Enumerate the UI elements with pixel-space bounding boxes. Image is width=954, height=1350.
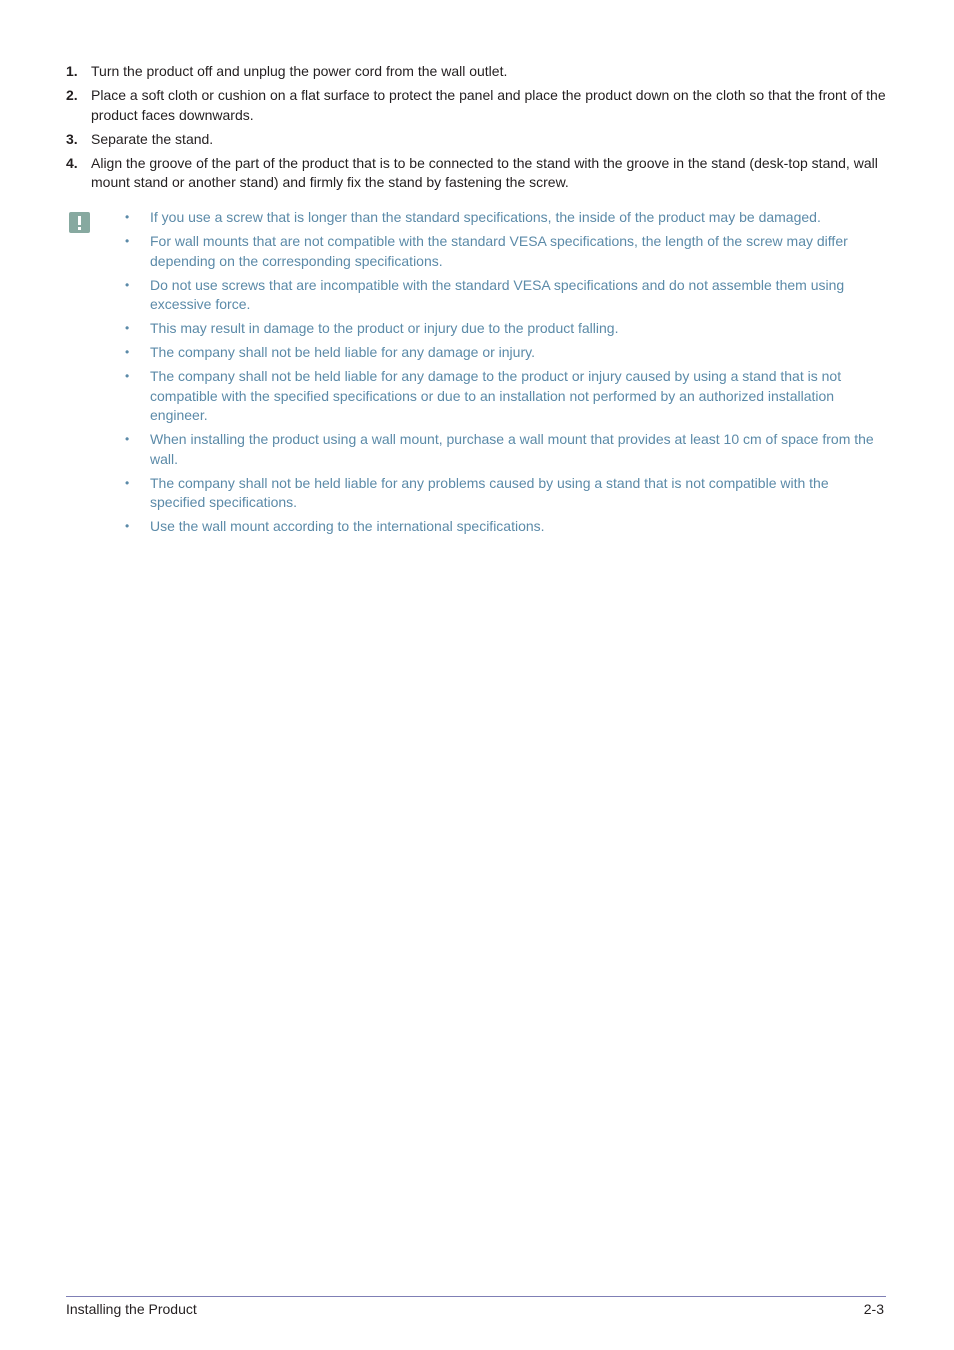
step-text: Place a soft cloth or cushion on a flat surface to protect the panel and place the product down on the cloth so that the front of the product faces downwards.	[91, 87, 886, 123]
step-number: 4.	[66, 154, 78, 171]
bullet-icon: •	[125, 321, 130, 335]
note-text: For wall mounts that are not compatible with the standard VESA specifications, the length of the screw may differ depending on the corresponding specifications.	[150, 233, 848, 269]
note-text: This may result in damage to the product or injury due to the product falling.	[150, 320, 619, 336]
note-text: When installing the product using a wall mount, purchase a wall mount that provides at least 10 cm of space from the wall.	[150, 431, 874, 467]
list-item	[124, 319, 884, 339]
step-text: Turn the product off and unplug the power cord from the wall outlet.	[91, 63, 508, 79]
step-number: 2.	[66, 87, 78, 103]
list-item	[124, 517, 884, 537]
bullet-icon: •	[125, 234, 130, 248]
note-text: If you use a screw that is longer than the standard specifications, the inside of the product may be damaged.	[150, 209, 821, 225]
footer-section-title: Installing the Product	[66, 1301, 197, 1317]
note-text: Use the wall mount according to the international specifications.	[150, 518, 545, 534]
list-item	[124, 232, 884, 271]
step-item	[66, 130, 888, 150]
installation-steps	[66, 62, 888, 197]
footer-divider	[66, 1296, 886, 1297]
note-text: The company shall not be held liable for any problems caused by using a stand that is not compatible with the specified specifications.	[150, 474, 829, 510]
caution-icon	[69, 212, 90, 233]
list-item	[124, 276, 884, 315]
step-item	[66, 154, 888, 193]
note-text: The company shall not be held liable for any damage or injury.	[150, 344, 535, 360]
bullet-icon: •	[125, 519, 130, 533]
step-text: Align the groove of the part of the product that is to be connected to the stand with the groove in the stand (desk-top stand, wall mount stand or another stand) and firmly fix the stand by fastening the screw.	[91, 154, 878, 190]
step-number: 1.	[66, 63, 78, 79]
step-item	[66, 62, 888, 82]
list-item	[124, 474, 884, 513]
bullet-icon: •	[125, 345, 130, 359]
bullet-icon: •	[125, 210, 130, 224]
bullet-icon: •	[125, 369, 130, 383]
list-item	[124, 208, 884, 228]
list-item	[124, 367, 884, 426]
bullet-icon: •	[125, 277, 130, 292]
step-text: Separate the stand.	[91, 130, 214, 147]
page-number: 2-3	[863, 1301, 884, 1317]
bullet-icon: •	[125, 475, 130, 490]
step-item	[66, 86, 888, 125]
list-item	[124, 343, 884, 363]
step-number: 3.	[66, 130, 78, 147]
note-text: Do not use screws that are incompatible with the standard VESA specifications and do not assemble them using excessive force.	[150, 276, 845, 312]
caution-notes	[124, 208, 884, 541]
bullet-icon: •	[125, 432, 130, 446]
note-text: The company shall not be held liable for any damage to the product or injury caused by using a stand that is not compatible with the specified specifications or due to an installation not performed by an authorized installation engineer.	[150, 368, 842, 423]
list-item	[124, 430, 884, 469]
